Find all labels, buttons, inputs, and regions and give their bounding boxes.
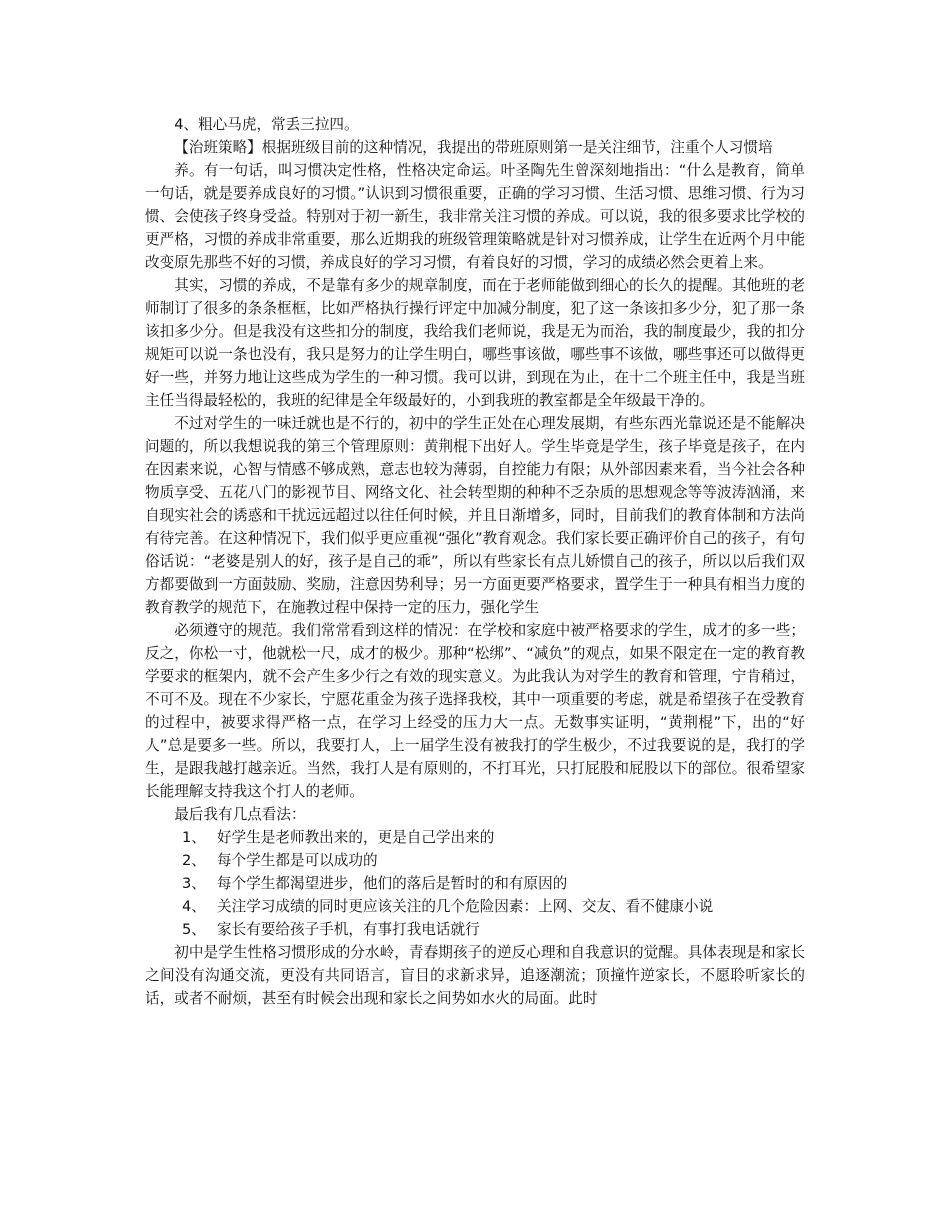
list-text: 每个学生都是可以成功的	[217, 852, 378, 869]
paragraph-final-views-intro: 最后我有几点看法：	[174, 806, 306, 823]
paragraph-strict-rules: 必须遵守的规范。我们常常看到这样的情况：在学校和家庭中被严格要求的学生，成才的多一些；反之，你松一寸，他就松一尺，成才的极少。那种“松绑”、“减负”的观点，如果不限定在一定的教育教学要求的框架内，就不会产生多少行之有效的现实意义。为此我认为对学生的教育和管理，宁肯稍过，不可不及。现在不少家长，宁愿花重金为孩子选择我校，其中一项重要的考虑，就是希望孩子在受教育的过程中，被要求得严格一点，在学习上经受的压力大一点。无数事实证明，“黄荆棍”下，出的“好人”总是要多一些。所以，我要打人，上一届学生没有被我打的学生极少，不过我要说的是，我打的学生，是跟我越打越亲近。当然，我打人是有原则的，不打耳光，只打屁股和屁股以下的部位。很希望家长能理解支持我这个打人的老师。	[145, 622, 805, 800]
list-text: 关注学习成绩的同时更应该关注的几个危险因素：上网、交友、看不健康小说	[217, 898, 714, 915]
paragraph-strategy-heading: 【治班策略】根据班级目前的这种情况，我提出的带班原则第一是关注细节，注重个人习惯培	[174, 139, 773, 156]
list-text: 家长有要给孩子手机，有事打我电话就行	[217, 921, 480, 938]
paragraph-third-principle: 不过对学生的一味迁就也是不行的，初中的学生正处在心理发展期，有些东西光靠说还是不能解决问题的，所以我想说我的第三个管理原则：黄荆棍下出好人。学生毕竟是学生，孩子毕竟是孩子，在内在因素来说，心智与情感不够成熟，意志也较为薄弱，自控能力有限；从外部因素来看，当今社会各种物质享受、五花八门的影视节目、网络文化、社会转型期的种种不乏杂质的思想观念等等波涛汹涌，来自现实社会的诱惑和干扰远远超过以往任何时候，并且日渐增多，同时，目前我们的教育体制和方法尚有待完善。在这种情况下，我们似乎更应重视“强化”教育观念。我们家长要正确评价自己的孩子，有句俗话说：“老婆是别人的好，孩子是自己的乖”，所以有些家长有点儿娇惯自己的孩子，所以以后我们双方都要做到一方面鼓励、奖励，注意因势利导；另一方面更要严格要求，置学生于一种具有相当力度的教育教学的规范下，在施教过程中保持一定的压力，强化学生	[145, 415, 805, 616]
list-text: 好学生是老师教出来的，更是自己学出来的	[217, 829, 495, 846]
list-item	[145, 849, 805, 872]
paragraph-habit-importance: 养。有一句话，叫习惯决定性格，性格决定命运。叶圣陶先生曾深刻地指出：“什么是教育，简单一句话，就是要养成良好的习惯。”认识到习惯很重要，正确的学习习惯、生活习惯、思维习惯、行为习惯、会使孩子终身受益。特别对于初一新生，我非常关注习惯的养成。可以说，我的很多要求比学校的更严格，习惯的养成非常重要，那么近期我的班级管理策略就是针对习惯养成，让学生在近两个月中能改变原先那些不好的习惯，养成良好的学习习惯，有着良好的习惯，学习的成绩必然会更着上来。	[145, 162, 805, 271]
list-number: 2、	[182, 852, 206, 869]
list-item	[145, 918, 805, 941]
document-body	[145, 113, 805, 1010]
list-number: 5、	[182, 921, 206, 938]
paragraph-habit-reminders: 其实，习惯的养成，不是靠有多少的规章制度，而在于老师能做到细心的长久的提醒。其他班的老师制订了很多的条条框框，比如严格执行操行评定中加减分制度，犯了这一条该扣多少分，犯了那一条该扣多少分。但是我没有这些扣分的制度，我给我们老师说，我是无为而治，我的制度最少，我的扣分规矩可以说一条也没有，我只是努力的让学生明白，哪些事该做，哪些事不该做，哪些事还可以做得更好一些，并努力地让这些成为学生的一种习惯。我可以讲，到现在为止，在十二个班主任中，我是当班主任当得最轻松的，我班的纪律是全年级最好的，小到我班的教室都是全年级最干净的。	[145, 277, 805, 409]
list-item	[145, 895, 805, 918]
paragraph-list-item-4: 4、粗心马虎，常丢三拉四。	[174, 116, 359, 133]
list-text: 每个学生都渴望进步，他们的落后是暂时的和有原因的	[217, 875, 568, 892]
list-number: 4、	[182, 898, 206, 915]
list-number: 1、	[182, 829, 206, 846]
list-item	[145, 872, 805, 895]
list-number: 3、	[182, 875, 206, 892]
list-item	[145, 826, 805, 849]
paragraph-adolescence: 初中是学生性格习惯形成的分水岭，青春期孩子的逆反心理和自我意识的觉醒。具体表现是和家长之间没有沟通交流，更没有共同语言，盲目的求新求异，追逐潮流；顶撞忤逆家长，不愿聆听家长的话，或者不耐烦，甚至有时候会出现和家长之间势如水火的局面。此时	[145, 944, 805, 1007]
